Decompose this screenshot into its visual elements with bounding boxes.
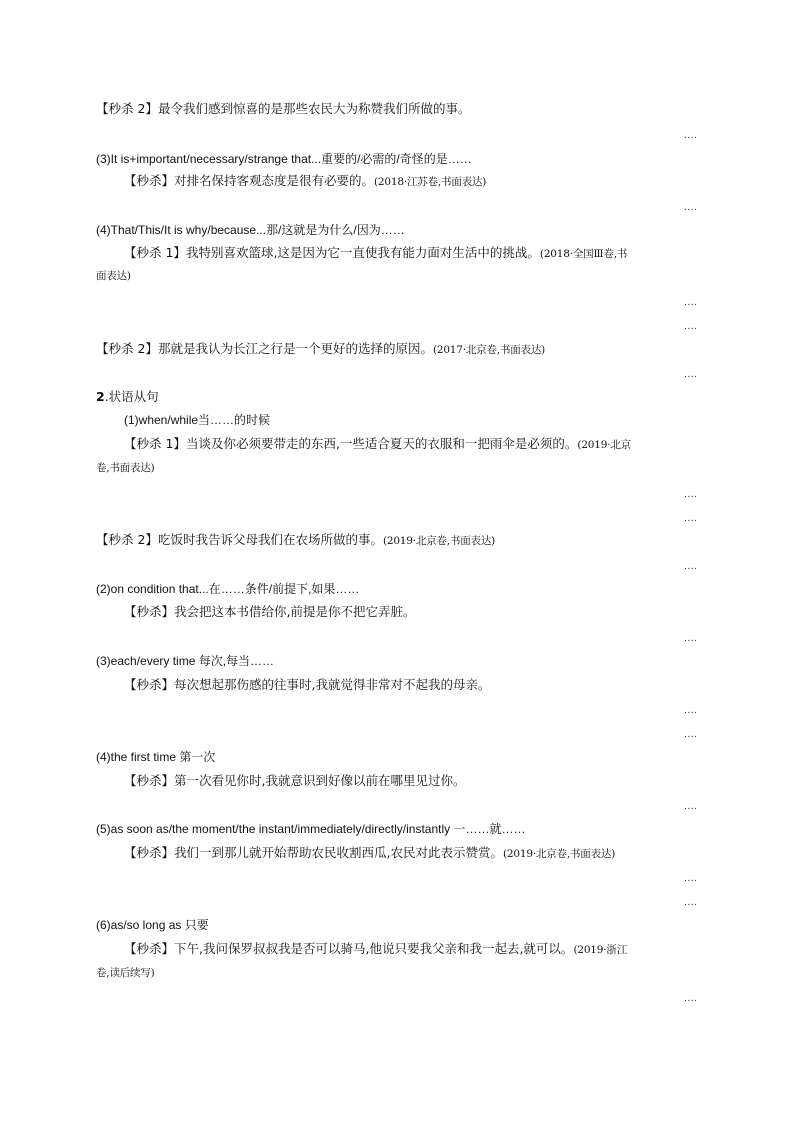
exercise-source: (2019·北京卷,书面表达) [382, 535, 496, 547]
answer-line[interactable]: .... [684, 706, 698, 716]
exercise-label: 【秒杀】 [124, 941, 175, 956]
answer-line[interactable]: .... [684, 203, 698, 213]
answer-line[interactable]: .... [684, 994, 698, 1004]
exercise-label: 【秒杀 2】 [96, 101, 158, 116]
exercise-label: 【秒杀】 [124, 173, 175, 188]
exercise-text: 下午,我问保罗叔叔我是否可以骑马,他说只要我父亲和我一起去,就可以。 [174, 941, 574, 956]
pattern-heading: (1)when/while当……的时候 [124, 413, 271, 427]
exercise-source: (2019·北京 [577, 439, 631, 451]
exercise-item [96, 341, 545, 358]
pattern-heading: (6)as/so long as 只要 [96, 918, 209, 932]
exercise-item [124, 173, 486, 190]
answer-line[interactable]: .... [684, 802, 698, 812]
answer-line[interactable]: .... [684, 322, 698, 332]
exercise-source: (2017·北京卷,书面表达) [432, 344, 546, 356]
answer-line[interactable]: .... [684, 730, 698, 740]
pattern-heading: (3)each/every time 每次,每当…… [96, 654, 275, 668]
exercise-item [96, 101, 470, 117]
exercise-text: 最令我们感到惊喜的是那些农民大为称赞我们所做的事。 [157, 101, 471, 116]
pattern-heading: (2)on condition that...在……条件/前提下,如果…… [96, 582, 360, 596]
section-number: 2 [96, 389, 105, 404]
exercise-source-continued: 卷,读后续写) [96, 967, 155, 979]
exercise-label: 【秒杀】 [124, 677, 175, 692]
exercise-source: (2019·浙江 [573, 944, 627, 956]
exercise-source-continued: 面表达) [96, 270, 131, 282]
exercise-source: (2019·北京卷,书面表达) [503, 848, 616, 860]
exercise-text: 我特别喜欢篮球,这是因为它一直使我有能力面对生活中的挑战。 [185, 245, 540, 260]
exercise-label: 【秒杀】 [124, 604, 175, 619]
section-heading [96, 389, 159, 405]
exercise-source: (2018·全国Ⅲ卷,书 [539, 248, 628, 260]
exercise-text: 我们一到那儿就开始帮助农民收割西瓜,农民对此表示赞赏。 [174, 845, 503, 860]
exercise-item [124, 941, 627, 958]
exercise-item [124, 436, 631, 453]
answer-line[interactable]: .... [684, 898, 698, 908]
exercise-text: 我会把这本书借给你,前提是你不把它弄脏。 [174, 604, 416, 619]
exercise-label: 【秒杀】 [124, 845, 175, 860]
exercise-label: 【秒杀 1】 [124, 245, 186, 260]
exercise-item [124, 773, 466, 789]
exercise-text: 那就是我认为长江之行是一个更好的选择的原因。 [157, 341, 433, 356]
exercise-text: 对排名保持客观态度是很有必要的。 [174, 173, 375, 188]
answer-line[interactable]: .... [684, 874, 698, 884]
exercise-label: 【秒杀 2】 [96, 341, 158, 356]
pattern-heading: (4)That/This/It is why/because...那/这就是为什么/因为…… [96, 223, 405, 237]
answer-line[interactable]: .... [684, 514, 698, 524]
exercise-text: 吃饭时我告诉父母我们在农场所做的事。 [157, 532, 383, 547]
exercise-item [96, 532, 495, 549]
exercise-label: 【秒杀 1】 [124, 436, 186, 451]
exercise-label: 【秒杀】 [124, 773, 175, 788]
exercise-text: 每次想起那伤感的往事时,我就觉得非常对不起我的母亲。 [174, 677, 491, 692]
exercise-item [124, 845, 615, 862]
exercise-item [124, 604, 416, 620]
exercise-item [124, 677, 491, 693]
exercise-source-continued: 卷,书面表达) [96, 462, 155, 474]
exercise-text: 当谈及你必须要带走的东西,一些适合夏天的衣服和一把雨伞是必须的。 [185, 436, 578, 451]
pattern-heading: (3)It is+important/necessary/strange that...重要的/必需的/奇怪的是…… [96, 152, 472, 166]
answer-line[interactable]: .... [684, 634, 698, 644]
answer-line[interactable]: .... [684, 562, 698, 572]
answer-line[interactable]: .... [684, 370, 698, 380]
exercise-source: (2018·江苏卷,书面表达) [374, 176, 487, 188]
answer-line[interactable]: .... [684, 490, 698, 500]
exercise-item [124, 245, 627, 262]
answer-line[interactable]: .... [684, 298, 698, 308]
pattern-heading: (4)the first time 第一次 [96, 750, 216, 764]
answer-line[interactable]: .... [684, 131, 698, 141]
exercise-label: 【秒杀 2】 [96, 532, 158, 547]
pattern-heading: (5)as soon as/the moment/the instant/immediately/directly/instantly 一……就…… [96, 822, 526, 836]
exercise-text: 第一次看见你时,我就意识到好像以前在哪里见过你。 [174, 773, 466, 788]
section-title: .状语从句 [104, 389, 159, 404]
